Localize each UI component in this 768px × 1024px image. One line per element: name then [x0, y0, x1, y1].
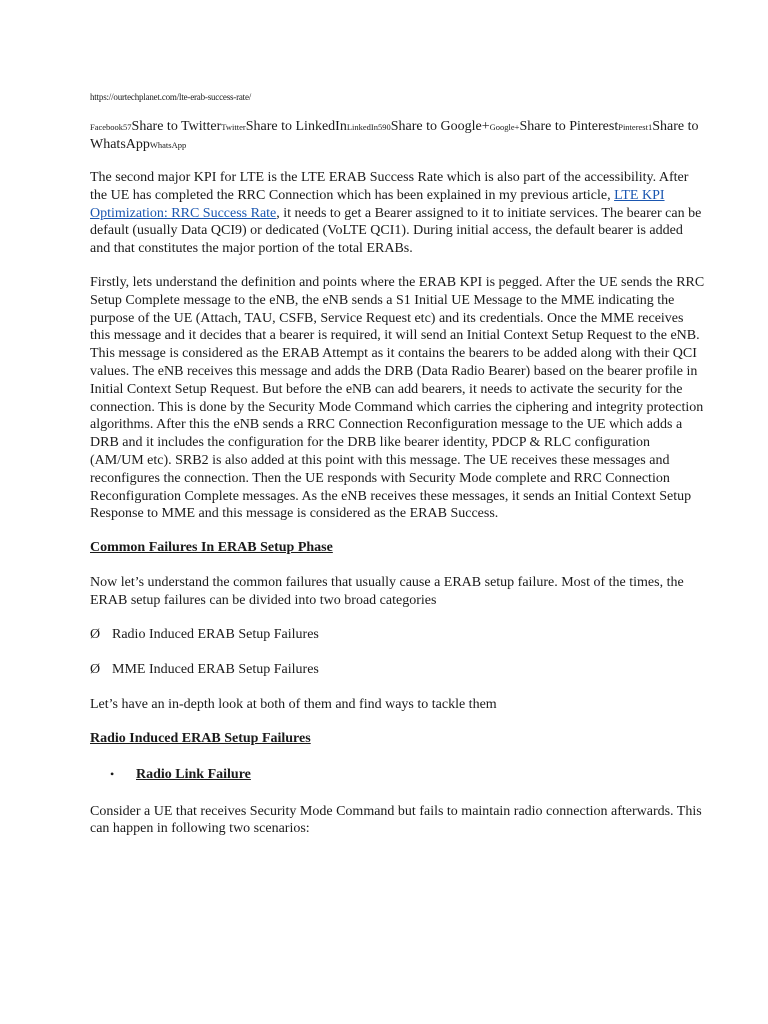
in-depth-paragraph: Let’s have an in-depth look at both of them and find ways to tackle them	[90, 696, 497, 712]
common-failures-paragraph: Now let’s understand the common failures that usually cause a ERAB setup failure. Most of the times, the ERAB setup failures can be divided into two broad categories	[90, 575, 684, 608]
erab-definition-paragraph: Firstly, lets understand the definition and points where the ERAB KPI is pegged. After the UE sends the RRC Setup Complete message to the eNB, the eNB sends a S1 Initial UE Message to the MME indicating the purpose of the UE (Attach, TAU, CSFB, Service Request etc) and its credentials. Once the MME receives this message and it decides that a bearer is required, it will send an Initial Context Setup Request to the eNB. This message is considered as the ERAB Attempt as it contains the bearers to be added along with their QCI values. The eNB receives this message and adds the DRB (Data Radio Bearer) based on the bearer profile in Initial Context Setup Request. But before the eNB can add bearers, it needs to activate the security for the connection. This is done by the Security Mode Command which carries the ciphering and integrity protection algorithms. After this the eNB sends a RRC Connection Reconfiguration message to the UE which adds a DRB and it includes the configuration for the DRB like bearer identity, PDCP & RLC configuration (AM/UM etc). SRB2 is also added at this point with this message. The UE receives these messages and reconfigures the connection. Then the UE responds with Security Mode complete and RRC Connection Reconfiguration Complete messages. As the eNB receives these messages, it sends an Initial Context Setup Response to MME and this message is considered as the ERAB Success.	[90, 274, 705, 522]
scenario-paragraph: Consider a UE that receives Security Mode Command but fails to maintain radio connection afterwards. This can happen in following two scenarios:	[90, 803, 702, 837]
arrow-bullet-icon: Ø	[90, 661, 101, 677]
whatsapp-label[interactable]: WhatsApp	[149, 140, 187, 150]
twitter-label[interactable]: Twitter	[221, 122, 246, 132]
intro-text-before: The second major KPI for LTE is the LTE ERAB Success Rate which is also part of the accessibility. After the UE has completed the RRC Connection which has been explained in my previous article,	[90, 170, 689, 203]
share-google-link[interactable]: Share to Google+	[390, 119, 490, 134]
facebook-count[interactable]: Facebook57	[90, 122, 132, 132]
category-item-mme	[90, 661, 706, 679]
source-url[interactable]: https://ourtechplanet.com/lte-erab-success-rate/	[90, 92, 252, 102]
bullet-label: Radio Link Failure	[136, 766, 251, 782]
category-label: Radio Induced ERAB Setup Failures	[112, 626, 319, 642]
heading-common-failures: Common Failures In ERAB Setup Phase	[90, 540, 333, 556]
rrc-success-rate-link[interactable]: LTE KPI Optimization: RRC Success Rate	[90, 187, 665, 221]
share-linkedin-link[interactable]: Share to LinkedIn	[245, 119, 347, 134]
share-bar	[90, 118, 706, 154]
share-pinterest-link[interactable]: Share to Pinterest	[519, 119, 619, 134]
linkedin-count[interactable]: LinkedIn590	[346, 122, 391, 132]
intro-text-after: , it needs to get a Bearer assigned to it to initiate services. The bearer can be default (usually Data QCI9) or dedicated (VoLTE QCI1). During initial access, the default bearer is added and that constitutes the major portion of the total ERABs.	[90, 205, 702, 257]
intro-paragraph	[90, 169, 706, 258]
category-item-radio	[90, 626, 706, 644]
pinterest-count[interactable]: Pinterest1	[618, 122, 653, 132]
heading-radio-failures: Radio Induced ERAB Setup Failures	[90, 730, 311, 746]
share-twitter-link[interactable]: Share to Twitter	[131, 119, 222, 134]
bullet-item-radio-link-failure	[110, 765, 706, 784]
share-whatsapp-link[interactable]: Share to WhatsApp	[90, 119, 699, 152]
google-label[interactable]: Google+	[489, 122, 520, 132]
bullet-dot-icon: •	[110, 766, 115, 781]
category-label: MME Induced ERAB Setup Failures	[112, 661, 319, 677]
arrow-bullet-icon: Ø	[90, 626, 101, 642]
